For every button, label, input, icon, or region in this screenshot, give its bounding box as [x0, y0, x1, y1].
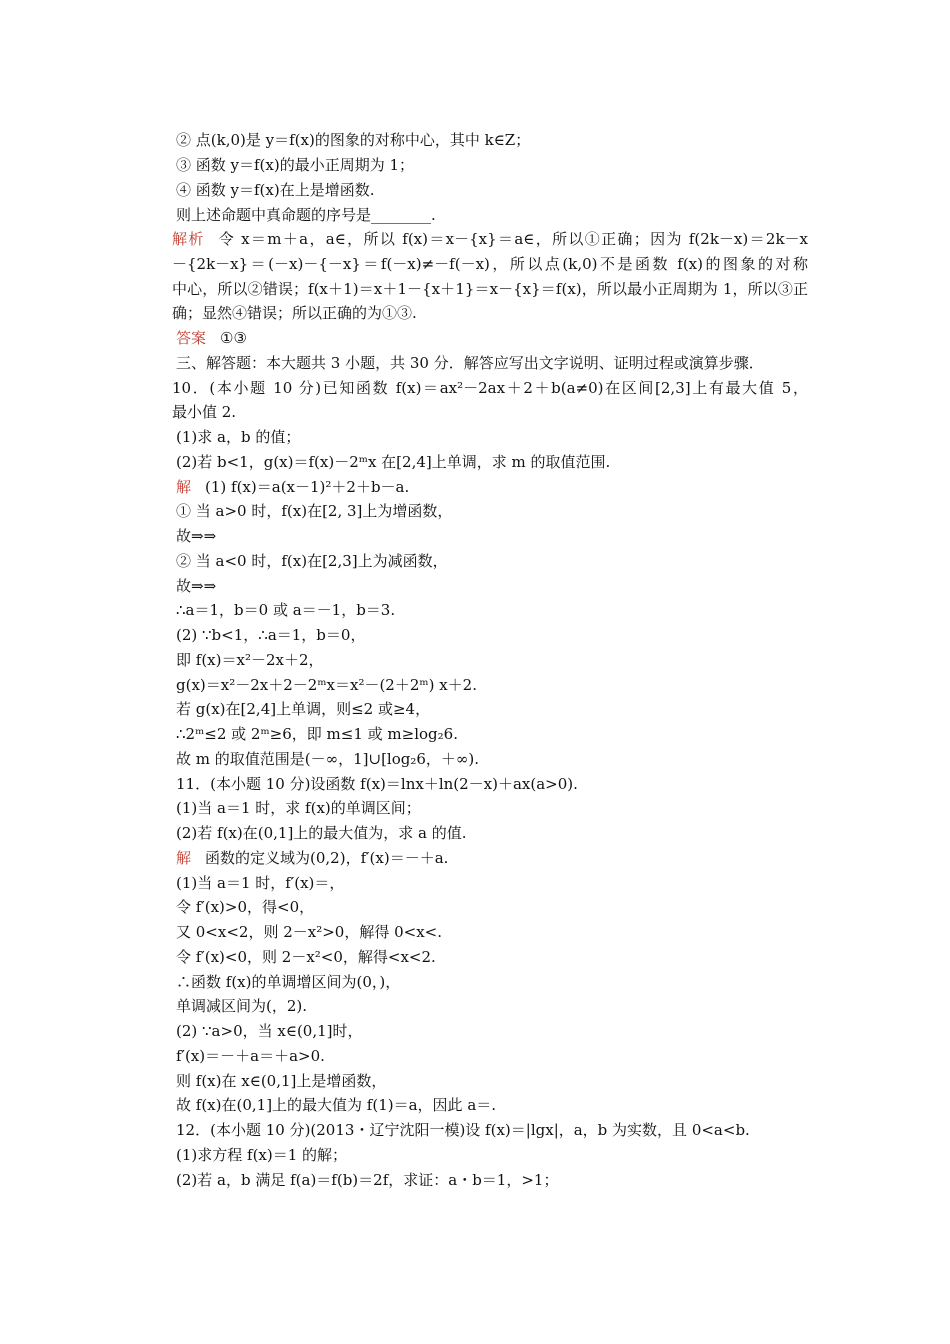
text-line: ② 点(k,0)是 y＝f(x)的图象的对称中心，其中 k∈Z；: [176, 131, 531, 149]
text-line: (2) ∵a>0，当 x∈(0,1]时，: [176, 1022, 363, 1040]
text-line: 则 f(x)在 x∈(0,1]上是增函数，: [176, 1072, 387, 1090]
text-line: f′(x)＝－＋a＝＋a>0.: [176, 1047, 325, 1065]
answer-label: 答案: [176, 329, 207, 347]
analysis-label: 解析: [172, 230, 205, 248]
text-line: 故 f(x)在(0,1]上的最大值为 f(1)＝a，因此 a＝.: [176, 1096, 497, 1114]
text-line: 故⇒⇒: [176, 577, 217, 595]
text-line: 故 m 的取值范围是(－∞，1]∪[log₂6，＋∞).: [176, 750, 480, 768]
text-line: ∴2ᵐ≤2 或 2ᵐ≥6，即 m≤1 或 m≥log₂6.: [176, 725, 458, 743]
text-line: ∴a＝1，b＝0 或 a＝－1，b＝3.: [176, 601, 396, 619]
text-line: 确；显然④错误；所以正确的为①③.: [172, 304, 417, 322]
text-line: (2)若 b<1，g(x)＝f(x)－2ᵐx 在[2,4]上单调，求 m 的取值范围.: [176, 453, 611, 471]
text-line: g(x)＝x²－2x＋2－2ᵐx＝x²－(2＋2ᵐ) x＋2.: [176, 676, 477, 694]
text-line: 又 0<x<2，则 2－x²>0，解得 0<x<.: [176, 923, 443, 941]
solution-line: 解 (1) f(x)＝a(x－1)²＋2＋b－a.: [176, 478, 410, 496]
text-line: 最小值 2.: [172, 403, 237, 421]
text-line: (1)当 a＝1 时，f′(x)＝，: [176, 874, 345, 892]
text-line: (2)若 f(x)在(0,1]上的最大值为，求 a 的值.: [176, 824, 467, 842]
text-line: －{2k－x}＝(－x)－{－x}＝f(－x)≠－f(－x)，所以点(k,0)不是函数 f(x)的图象的对称: [172, 255, 808, 273]
text-line: 即 f(x)＝x²－2x＋2，: [176, 651, 324, 669]
solution-label: 解: [176, 478, 192, 496]
text-line: (1)求方程 f(x)＝1 的解；: [176, 1146, 348, 1164]
text-line: (2) ∵b<1，∴a＝1，b＝0，: [176, 626, 366, 644]
question-line: 11．(本小题 10 分)设函数 f(x)＝lnx＋ln(2－x)＋ax(a>0).: [176, 775, 578, 793]
solution-label: 解: [176, 849, 192, 867]
section-heading: 三、解答题：本大题共 3 小题，共 30 分．解答应写出文字说明、证明过程或演算步骤．: [176, 354, 764, 372]
text-line: 令 f′(x)>0，得<0，: [176, 898, 315, 916]
question-line: 12．(本小题 10 分)(2013・辽宁沈阳一模)设 f(x)＝|lgx|，a，b 为实数，且 0<a<b.: [176, 1121, 750, 1139]
question-line: 10．(本小题 10 分)已知函数 f(x)＝ax²－2ax＋2＋b(a≠0)在区间[2,3]上有最大值 5，: [172, 379, 808, 397]
text-line: 中心，所以②错误；f(x＋1)＝x＋1－{x＋1}＝x－{x}＝f(x)，所以最小正周期为 1，所以③正: [172, 280, 808, 298]
text-line: 若 g(x)在[2,4]上单调，则≤2 或≥4，: [176, 700, 431, 718]
text-line: 则上述命题中真命题的序号是________.: [176, 206, 436, 224]
text-line: ③ 函数 y＝f(x)的最小正周期为 1；: [176, 156, 415, 174]
text-line: (1)当 a＝1 时，求 f(x)的单调区间；: [176, 799, 421, 817]
text-line: (2)若 a，b 满足 f(a)＝f(b)＝2f，求证：a・b＝1，>1；: [176, 1171, 559, 1189]
text-line: 单调减区间为(，2).: [176, 997, 308, 1015]
text-line: (1)求 a，b 的值；: [176, 428, 301, 446]
answer-line: 答案 ①③: [176, 329, 247, 347]
text-line: ② 当 a<0 时，f(x)在[2,3]上为减函数，: [176, 552, 448, 570]
text-line: ① 当 a>0 时，f(x)在[2, 3]上为增函数，: [176, 502, 453, 520]
text-line: ④ 函数 y＝f(x)在上是增函数.: [176, 181, 375, 199]
text-line: 故⇒⇒: [176, 527, 217, 545]
analysis-line: 解析 令 x＝m＋a，a∈，所以 f(x)＝x－{x}＝a∈，所以①正确；因为 f(2k－x)＝2k－x: [172, 230, 808, 248]
text-line: 令 f′(x)<0，则 2－x²<0，解得<x<2.: [176, 948, 436, 966]
solution-line: 解 函数的定义域为(0,2)，f′(x)＝－＋a.: [176, 849, 449, 867]
text-line: ∴函数 f(x)的单调增区间为(0，)，: [176, 973, 401, 991]
